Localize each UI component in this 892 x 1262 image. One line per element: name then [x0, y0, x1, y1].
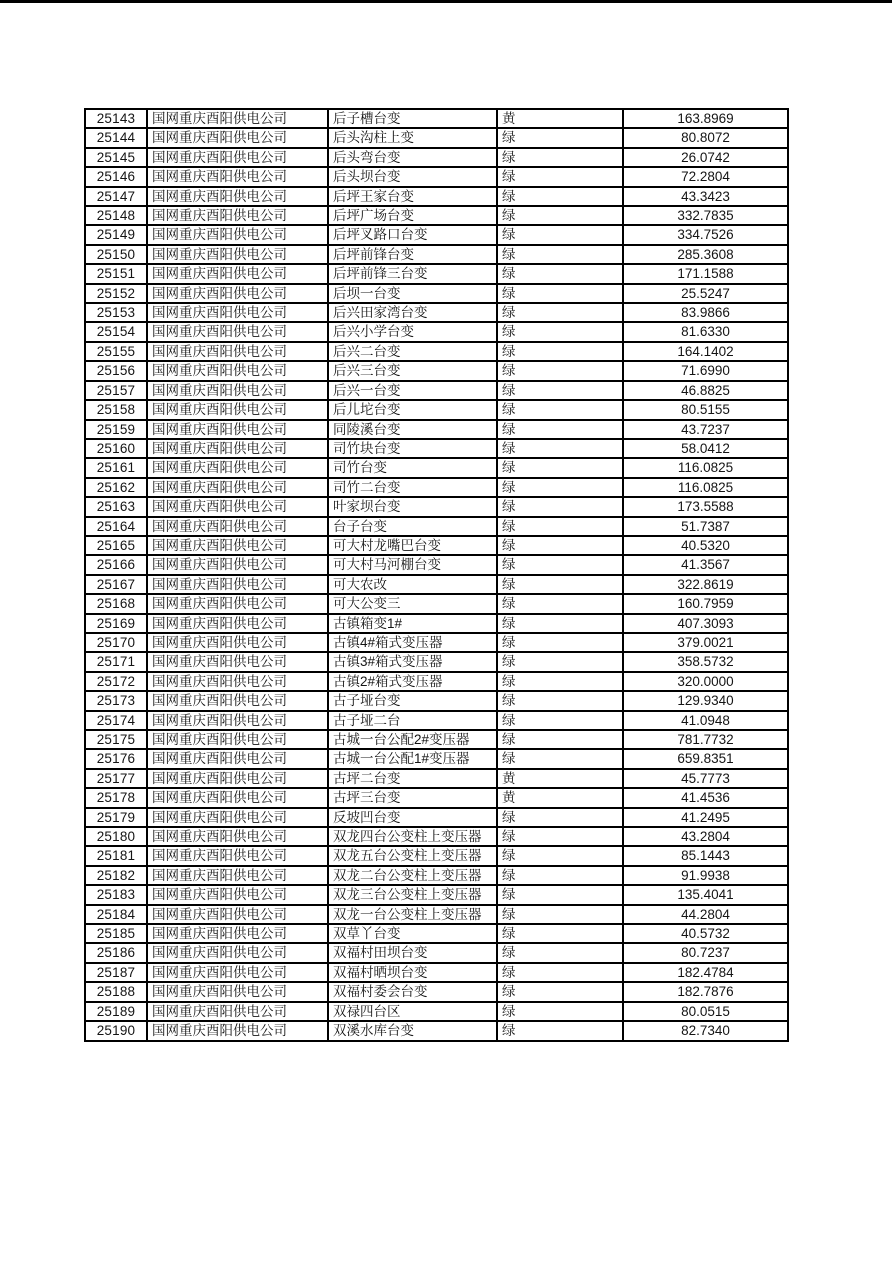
status-cell: 绿: [497, 614, 623, 633]
status-cell: 绿: [497, 1021, 623, 1040]
company-cell: 国网重庆酉阳供电公司: [147, 691, 328, 710]
row-id-cell: 25145: [85, 148, 147, 167]
row-id-cell: 25165: [85, 536, 147, 555]
company-cell: 国网重庆酉阳供电公司: [147, 730, 328, 749]
company-cell: 国网重庆酉阳供电公司: [147, 555, 328, 574]
value-cell: 71.6990: [623, 361, 788, 380]
value-cell: 58.0412: [623, 439, 788, 458]
value-cell: 41.4536: [623, 788, 788, 807]
table-row: [85, 536, 788, 555]
station-name-cell: 后头沟柱上变: [328, 128, 497, 147]
value-cell: 285.3608: [623, 245, 788, 264]
company-cell: 国网重庆酉阳供电公司: [147, 167, 328, 186]
value-cell: 407.3093: [623, 614, 788, 633]
row-id-cell: 25170: [85, 633, 147, 652]
row-id-cell: 25167: [85, 575, 147, 594]
station-name-cell: 古坪二台变: [328, 769, 497, 788]
table-row: [85, 225, 788, 244]
status-cell: 绿: [497, 943, 623, 962]
company-cell: 国网重庆酉阳供电公司: [147, 672, 328, 691]
status-cell: 绿: [497, 866, 623, 885]
status-cell: 绿: [497, 905, 623, 924]
company-cell: 国网重庆酉阳供电公司: [147, 420, 328, 439]
status-cell: 绿: [497, 536, 623, 555]
company-cell: 国网重庆酉阳供电公司: [147, 148, 328, 167]
station-name-cell: 后坪前锋台变: [328, 245, 497, 264]
table-row: [85, 109, 788, 128]
row-id-cell: 25174: [85, 711, 147, 730]
company-cell: 国网重庆酉阳供电公司: [147, 808, 328, 827]
table-row: [85, 187, 788, 206]
status-cell: 绿: [497, 846, 623, 865]
station-name-cell: 双龙二台公变柱上变压器: [328, 866, 497, 885]
status-cell: 绿: [497, 672, 623, 691]
status-cell: 绿: [497, 730, 623, 749]
station-name-cell: 双龙五台公变柱上变压器: [328, 846, 497, 865]
value-cell: 358.5732: [623, 652, 788, 671]
station-name-cell: 后坪广场台变: [328, 206, 497, 225]
value-cell: 164.1402: [623, 342, 788, 361]
station-name-cell: 可大农改: [328, 575, 497, 594]
value-cell: 51.7387: [623, 517, 788, 536]
value-cell: 334.7526: [623, 225, 788, 244]
table-row: [85, 614, 788, 633]
table-row: [85, 846, 788, 865]
company-cell: 国网重庆酉阳供电公司: [147, 381, 328, 400]
row-id-cell: 25151: [85, 264, 147, 283]
table-row: [85, 672, 788, 691]
company-cell: 国网重庆酉阳供电公司: [147, 711, 328, 730]
station-name-cell: 古子垭二台: [328, 711, 497, 730]
status-cell: 绿: [497, 749, 623, 768]
row-id-cell: 25147: [85, 187, 147, 206]
station-name-cell: 可大村马河棚台变: [328, 555, 497, 574]
status-cell: 绿: [497, 808, 623, 827]
status-cell: 黄: [497, 788, 623, 807]
row-id-cell: 25159: [85, 420, 147, 439]
value-cell: 116.0825: [623, 478, 788, 497]
station-name-cell: 双禄四台区: [328, 1002, 497, 1021]
transformer-table: [84, 108, 789, 1042]
row-id-cell: 25184: [85, 905, 147, 924]
company-cell: 国网重庆酉阳供电公司: [147, 497, 328, 516]
company-cell: 国网重庆酉阳供电公司: [147, 885, 328, 904]
row-id-cell: 25173: [85, 691, 147, 710]
status-cell: 绿: [497, 225, 623, 244]
status-cell: 绿: [497, 284, 623, 303]
company-cell: 国网重庆酉阳供电公司: [147, 1002, 328, 1021]
status-cell: 绿: [497, 381, 623, 400]
table-row: [85, 1002, 788, 1021]
table-row: [85, 575, 788, 594]
value-cell: 25.5247: [623, 284, 788, 303]
table-row: [85, 633, 788, 652]
station-name-cell: 古城一台公配2#变压器: [328, 730, 497, 749]
value-cell: 80.8072: [623, 128, 788, 147]
row-id-cell: 25185: [85, 924, 147, 943]
row-id-cell: 25161: [85, 458, 147, 477]
value-cell: 332.7835: [623, 206, 788, 225]
status-cell: 绿: [497, 652, 623, 671]
status-cell: 绿: [497, 478, 623, 497]
status-cell: 绿: [497, 322, 623, 341]
status-cell: 绿: [497, 575, 623, 594]
company-cell: 国网重庆酉阳供电公司: [147, 633, 328, 652]
table-row: [85, 982, 788, 1001]
table-row: [85, 963, 788, 982]
company-cell: 国网重庆酉阳供电公司: [147, 303, 328, 322]
row-id-cell: 25168: [85, 594, 147, 613]
value-cell: 322.8619: [623, 575, 788, 594]
company-cell: 国网重庆酉阳供电公司: [147, 400, 328, 419]
company-cell: 国网重庆酉阳供电公司: [147, 478, 328, 497]
station-name-cell: 古镇3#箱式变压器: [328, 652, 497, 671]
value-cell: 43.2804: [623, 827, 788, 846]
value-cell: 173.5588: [623, 497, 788, 516]
status-cell: 绿: [497, 594, 623, 613]
station-name-cell: 双草丫台变: [328, 924, 497, 943]
status-cell: 绿: [497, 982, 623, 1001]
status-cell: 绿: [497, 206, 623, 225]
station-name-cell: 司竹二台变: [328, 478, 497, 497]
station-name-cell: 后兴一台变: [328, 381, 497, 400]
status-cell: 绿: [497, 439, 623, 458]
status-cell: 绿: [497, 361, 623, 380]
company-cell: 国网重庆酉阳供电公司: [147, 769, 328, 788]
value-cell: 116.0825: [623, 458, 788, 477]
status-cell: 绿: [497, 711, 623, 730]
table-row: [85, 206, 788, 225]
company-cell: 国网重庆酉阳供电公司: [147, 284, 328, 303]
value-cell: 135.4041: [623, 885, 788, 904]
value-cell: 43.3423: [623, 187, 788, 206]
company-cell: 国网重庆酉阳供电公司: [147, 322, 328, 341]
status-cell: 绿: [497, 303, 623, 322]
table-row: [85, 497, 788, 516]
row-id-cell: 25178: [85, 788, 147, 807]
table-row: [85, 711, 788, 730]
company-cell: 国网重庆酉阳供电公司: [147, 963, 328, 982]
value-cell: 379.0021: [623, 633, 788, 652]
station-name-cell: 司竹块台变: [328, 439, 497, 458]
value-cell: 91.9938: [623, 866, 788, 885]
station-name-cell: 后坝一台变: [328, 284, 497, 303]
status-cell: 黄: [497, 769, 623, 788]
company-cell: 国网重庆酉阳供电公司: [147, 749, 328, 768]
company-cell: 国网重庆酉阳供电公司: [147, 905, 328, 924]
table-row: [85, 322, 788, 341]
company-cell: 国网重庆酉阳供电公司: [147, 206, 328, 225]
company-cell: 国网重庆酉阳供电公司: [147, 225, 328, 244]
row-id-cell: 25176: [85, 749, 147, 768]
table-row: [85, 342, 788, 361]
table-row: [85, 924, 788, 943]
status-cell: 绿: [497, 885, 623, 904]
value-cell: 81.6330: [623, 322, 788, 341]
table-row: [85, 284, 788, 303]
row-id-cell: 25175: [85, 730, 147, 749]
station-name-cell: 古镇2#箱式变压器: [328, 672, 497, 691]
table-row: [85, 148, 788, 167]
row-id-cell: 25163: [85, 497, 147, 516]
station-name-cell: 双龙三台公变柱上变压器: [328, 885, 497, 904]
row-id-cell: 25172: [85, 672, 147, 691]
value-cell: 41.0948: [623, 711, 788, 730]
value-cell: 182.4784: [623, 963, 788, 982]
status-cell: 绿: [497, 167, 623, 186]
row-id-cell: 25166: [85, 555, 147, 574]
status-cell: 绿: [497, 924, 623, 943]
row-id-cell: 25157: [85, 381, 147, 400]
value-cell: 85.1443: [623, 846, 788, 865]
value-cell: 45.7773: [623, 769, 788, 788]
value-cell: 41.3567: [623, 555, 788, 574]
value-cell: 80.7237: [623, 943, 788, 962]
station-name-cell: 后头弯台变: [328, 148, 497, 167]
status-cell: 绿: [497, 517, 623, 536]
table-row: [85, 749, 788, 768]
row-id-cell: 25179: [85, 808, 147, 827]
status-cell: 绿: [497, 245, 623, 264]
table-row: [85, 439, 788, 458]
table-row: [85, 652, 788, 671]
station-name-cell: 后头坝台变: [328, 167, 497, 186]
row-id-cell: 25150: [85, 245, 147, 264]
station-name-cell: 后子槽台变: [328, 109, 497, 128]
row-id-cell: 25182: [85, 866, 147, 885]
row-id-cell: 25155: [85, 342, 147, 361]
row-id-cell: 25153: [85, 303, 147, 322]
row-id-cell: 25187: [85, 963, 147, 982]
station-name-cell: 可大公变三: [328, 594, 497, 613]
company-cell: 国网重庆酉阳供电公司: [147, 536, 328, 555]
company-cell: 国网重庆酉阳供电公司: [147, 458, 328, 477]
station-name-cell: 双溪水库台变: [328, 1021, 497, 1040]
value-cell: 46.8825: [623, 381, 788, 400]
row-id-cell: 25183: [85, 885, 147, 904]
table-row: [85, 381, 788, 400]
company-cell: 国网重庆酉阳供电公司: [147, 264, 328, 283]
status-cell: 绿: [497, 342, 623, 361]
status-cell: 绿: [497, 827, 623, 846]
value-cell: 40.5732: [623, 924, 788, 943]
station-name-cell: 后儿坨台变: [328, 400, 497, 419]
company-cell: 国网重庆酉阳供电公司: [147, 128, 328, 147]
value-cell: 83.9866: [623, 303, 788, 322]
company-cell: 国网重庆酉阳供电公司: [147, 439, 328, 458]
row-id-cell: 25144: [85, 128, 147, 147]
value-cell: 129.9340: [623, 691, 788, 710]
row-id-cell: 25169: [85, 614, 147, 633]
value-cell: 659.8351: [623, 749, 788, 768]
row-id-cell: 25186: [85, 943, 147, 962]
row-id-cell: 25171: [85, 652, 147, 671]
company-cell: 国网重庆酉阳供电公司: [147, 866, 328, 885]
station-name-cell: 后兴小学台变: [328, 322, 497, 341]
company-cell: 国网重庆酉阳供电公司: [147, 517, 328, 536]
row-id-cell: 25189: [85, 1002, 147, 1021]
row-id-cell: 25181: [85, 846, 147, 865]
table-row: [85, 517, 788, 536]
company-cell: 国网重庆酉阳供电公司: [147, 788, 328, 807]
table-row: [85, 885, 788, 904]
status-cell: 黄: [497, 109, 623, 128]
company-cell: 国网重庆酉阳供电公司: [147, 827, 328, 846]
company-cell: 国网重庆酉阳供电公司: [147, 342, 328, 361]
table-row: [85, 478, 788, 497]
table-row: [85, 788, 788, 807]
table-row: [85, 943, 788, 962]
table-row: [85, 303, 788, 322]
table-row: [85, 420, 788, 439]
station-name-cell: 后兴三台变: [328, 361, 497, 380]
table-row: [85, 691, 788, 710]
table-row: [85, 128, 788, 147]
company-cell: 国网重庆酉阳供电公司: [147, 594, 328, 613]
station-name-cell: 后兴田家湾台变: [328, 303, 497, 322]
station-name-cell: 双龙四台公变柱上变压器: [328, 827, 497, 846]
station-name-cell: 后坪王家台变: [328, 187, 497, 206]
station-name-cell: 双福村田坝台变: [328, 943, 497, 962]
status-cell: 绿: [497, 555, 623, 574]
status-cell: 绿: [497, 691, 623, 710]
table-row: [85, 827, 788, 846]
value-cell: 160.7959: [623, 594, 788, 613]
table-row: [85, 905, 788, 924]
row-id-cell: 25146: [85, 167, 147, 186]
status-cell: 绿: [497, 187, 623, 206]
station-name-cell: 叶家坝台变: [328, 497, 497, 516]
station-name-cell: 同陵溪台变: [328, 420, 497, 439]
value-cell: 80.0515: [623, 1002, 788, 1021]
station-name-cell: 后坪叉路口台变: [328, 225, 497, 244]
company-cell: 国网重庆酉阳供电公司: [147, 245, 328, 264]
value-cell: 182.7876: [623, 982, 788, 1001]
status-cell: 绿: [497, 400, 623, 419]
row-id-cell: 25154: [85, 322, 147, 341]
station-name-cell: 古城一台公配1#变压器: [328, 749, 497, 768]
value-cell: 44.2804: [623, 905, 788, 924]
station-name-cell: 反坡凹台变: [328, 808, 497, 827]
station-name-cell: 可大村龙嘴巴台变: [328, 536, 497, 555]
status-cell: 绿: [497, 420, 623, 439]
table-row: [85, 769, 788, 788]
station-name-cell: 台子台变: [328, 517, 497, 536]
status-cell: 绿: [497, 497, 623, 516]
station-name-cell: 双龙一台公变柱上变压器: [328, 905, 497, 924]
row-id-cell: 25188: [85, 982, 147, 1001]
status-cell: 绿: [497, 633, 623, 652]
value-cell: 26.0742: [623, 148, 788, 167]
row-id-cell: 25160: [85, 439, 147, 458]
table-row: [85, 1021, 788, 1040]
station-name-cell: 古镇4#箱式变压器: [328, 633, 497, 652]
value-cell: 43.7237: [623, 420, 788, 439]
table-row: [85, 264, 788, 283]
table-row: [85, 458, 788, 477]
top-border-line: [0, 0, 892, 3]
status-cell: 绿: [497, 1002, 623, 1021]
row-id-cell: 25158: [85, 400, 147, 419]
company-cell: 国网重庆酉阳供电公司: [147, 924, 328, 943]
station-name-cell: 古镇箱变1#: [328, 614, 497, 633]
value-cell: 80.5155: [623, 400, 788, 419]
company-cell: 国网重庆酉阳供电公司: [147, 982, 328, 1001]
table-row: [85, 245, 788, 264]
table-row: [85, 361, 788, 380]
status-cell: 绿: [497, 128, 623, 147]
status-cell: 绿: [497, 963, 623, 982]
value-cell: 320.0000: [623, 672, 788, 691]
table-row: [85, 866, 788, 885]
table-row: [85, 400, 788, 419]
station-name-cell: 司竹台变: [328, 458, 497, 477]
row-id-cell: 25162: [85, 478, 147, 497]
row-id-cell: 25156: [85, 361, 147, 380]
company-cell: 国网重庆酉阳供电公司: [147, 187, 328, 206]
status-cell: 绿: [497, 148, 623, 167]
company-cell: 国网重庆酉阳供电公司: [147, 943, 328, 962]
value-cell: 171.1588: [623, 264, 788, 283]
row-id-cell: 25149: [85, 225, 147, 244]
row-id-cell: 25152: [85, 284, 147, 303]
value-cell: 163.8969: [623, 109, 788, 128]
table-row: [85, 808, 788, 827]
company-cell: 国网重庆酉阳供电公司: [147, 575, 328, 594]
company-cell: 国网重庆酉阳供电公司: [147, 652, 328, 671]
company-cell: 国网重庆酉阳供电公司: [147, 109, 328, 128]
table-body: [85, 109, 788, 1041]
value-cell: 82.7340: [623, 1021, 788, 1040]
value-cell: 72.2804: [623, 167, 788, 186]
station-name-cell: 双福村晒坝台变: [328, 963, 497, 982]
value-cell: 41.2495: [623, 808, 788, 827]
row-id-cell: 25190: [85, 1021, 147, 1040]
station-name-cell: 后兴二台变: [328, 342, 497, 361]
station-name-cell: 古子垭台变: [328, 691, 497, 710]
value-cell: 781.7732: [623, 730, 788, 749]
company-cell: 国网重庆酉阳供电公司: [147, 846, 328, 865]
table-row: [85, 594, 788, 613]
table-row: [85, 730, 788, 749]
table-row: [85, 167, 788, 186]
row-id-cell: 25180: [85, 827, 147, 846]
station-name-cell: 后坪前锋三台变: [328, 264, 497, 283]
status-cell: 绿: [497, 264, 623, 283]
row-id-cell: 25177: [85, 769, 147, 788]
row-id-cell: 25148: [85, 206, 147, 225]
station-name-cell: 古坪三台变: [328, 788, 497, 807]
company-cell: 国网重庆酉阳供电公司: [147, 361, 328, 380]
company-cell: 国网重庆酉阳供电公司: [147, 1021, 328, 1040]
value-cell: 40.5320: [623, 536, 788, 555]
row-id-cell: 25143: [85, 109, 147, 128]
station-name-cell: 双福村委会台变: [328, 982, 497, 1001]
status-cell: 绿: [497, 458, 623, 477]
table-row: [85, 555, 788, 574]
company-cell: 国网重庆酉阳供电公司: [147, 614, 328, 633]
row-id-cell: 25164: [85, 517, 147, 536]
